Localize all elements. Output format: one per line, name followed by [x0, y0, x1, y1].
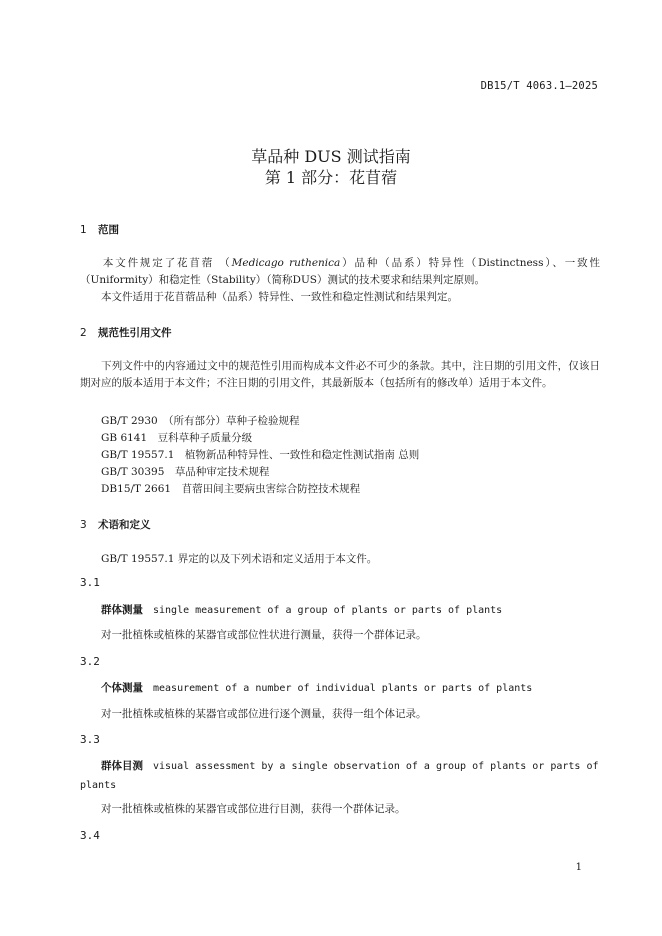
- document-subtitle: 第 1 部分：花苜蓿: [264, 168, 398, 187]
- reference-item: GB 6141 豆科草种子质量分级: [101, 432, 253, 444]
- reference-item: DB15/T 2661 苜蓿田间主要病虫害综合防控技术规程: [101, 483, 361, 495]
- scope-text: 本文件规定了花苜蓿 （: [101, 257, 232, 269]
- terms-intro: GB/T 19557.1 界定的以及下列术语和定义适用于本文件。: [101, 553, 378, 565]
- section-title: 范围: [98, 224, 119, 236]
- section-title: 规范性引用文件: [98, 327, 172, 339]
- document-code: DB15/T 4063.1—2025: [480, 80, 598, 92]
- term-entry: [101, 601, 599, 620]
- section-number: 2: [80, 327, 87, 339]
- term-number: 3.3: [80, 733, 100, 746]
- scope-paragraph-2: [80, 289, 600, 306]
- reference-item: GB/T 19557.1 植物新品种特异性、一致性和稳定性测试指南 总则: [101, 449, 420, 461]
- reference-item: GB/T 2930 （所有部分）草种子检验规程: [101, 415, 300, 427]
- term-number: 3.1: [80, 576, 100, 589]
- term-zh: 群体目测: [101, 760, 143, 772]
- term-number: 3.2: [80, 655, 100, 668]
- section-heading-normative: [80, 325, 172, 340]
- scope-paragraph-1: [80, 255, 600, 289]
- term-zh: 群体测量: [101, 604, 143, 616]
- term-number: 3.4: [80, 829, 100, 842]
- term-entry: [101, 679, 599, 698]
- term-definition: 对一批植株或植株的某器官或部位进行逐个测量，获得一组个体记录。: [101, 708, 427, 720]
- reference-item: GB/T 30395 草品种审定技术规程: [101, 466, 270, 478]
- section-title: 术语和定义: [98, 519, 151, 531]
- term-definition: 对一批植株或植株的某器官或部位性状进行测量，获得一个群体记录。: [101, 629, 427, 641]
- section-number: 1: [80, 224, 87, 236]
- document-title: 草品种 DUS 测试指南: [251, 147, 411, 166]
- latin-name: Medicago ruthenica: [231, 257, 341, 269]
- term-entry: [80, 757, 599, 795]
- term-en: single measurement of a group of plants or parts of plants: [153, 605, 503, 616]
- normative-intro-text: 下列文件中的内容通过文中的规范性引用而构成本文件必不可少的条款。其中，注日期的引用文件，仅该日期对应的版本适用于本文件；不注日期的引用文件，其最新版本（包括所有的修改单）适用于本文件。: [80, 360, 600, 389]
- section-number: 3: [80, 519, 87, 531]
- term-definition: 对一批植株或植株的某器官或部位进行目测，获得一个群体记录。: [101, 803, 406, 815]
- section-heading-terms: [80, 517, 151, 532]
- term-zh: 个体测量: [101, 682, 143, 694]
- scope-text-2: 本文件适用于花苜蓿品种（品系）特异性、一致性和稳定性测试和结果判定。: [101, 291, 458, 303]
- normative-intro: [80, 358, 600, 392]
- term-en: measurement of a number of individual plants or parts of plants: [153, 683, 533, 694]
- page-number: 1: [575, 862, 582, 873]
- scope-text-cont: ）品种（品系）特异性（Distinctness）、一致性（Uniformity）和稳定性（Stability）（简称DUS）测试的技术要求和结果判定原则。: [80, 257, 601, 286]
- term-en: visual assessment by a single observation of a group of plants or parts of plants: [80, 761, 599, 791]
- section-heading-scope: [80, 222, 119, 237]
